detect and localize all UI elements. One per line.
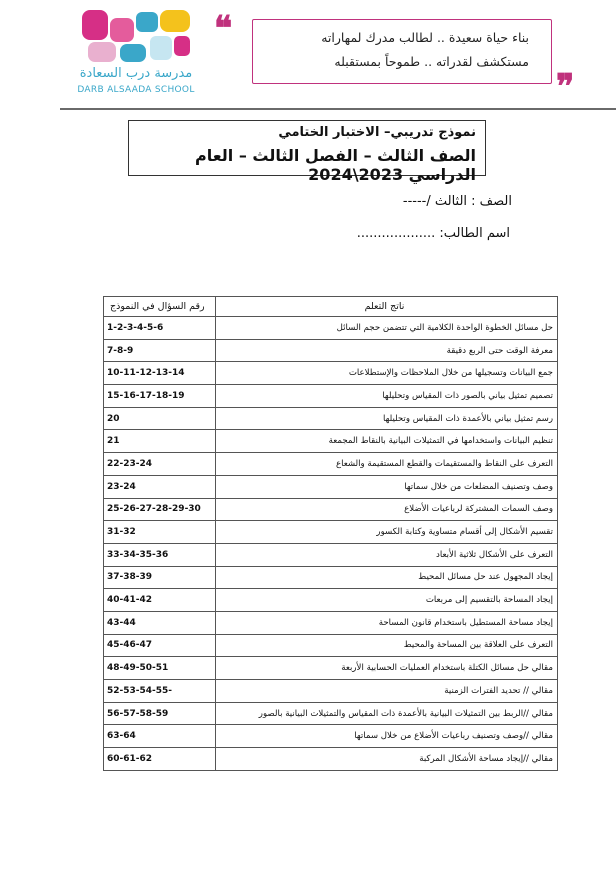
table-row: [104, 430, 558, 453]
question-numbers: 31-32: [104, 521, 216, 544]
table-row: [104, 498, 558, 521]
question-numbers: 20: [104, 407, 216, 430]
table-row: [104, 453, 558, 476]
question-numbers: 37-38-39: [104, 566, 216, 589]
learning-outcome: مقالي //إيجاد مساحة الأشكال المركبة: [216, 748, 558, 771]
school-name-arabic: مدرسة درب السعادة: [79, 66, 193, 81]
question-numbers: 10-11-12-13-14: [104, 362, 216, 385]
table-row: [104, 702, 558, 725]
quote-close-icon: ❞: [556, 67, 575, 107]
table-row: [104, 611, 558, 634]
learning-outcome: مقالي //وصف وتصنيف رباعيات الأضلاع من خلال سماتها: [216, 725, 558, 748]
column-header-outcome: ناتج التعلم: [216, 297, 558, 317]
table-row: [104, 362, 558, 385]
question-numbers: 45-46-47: [104, 634, 216, 657]
learning-outcome: حل مسائل الخطوة الواحدة الكلامية التي تتضمن حجم السائل: [216, 317, 558, 340]
question-numbers: 1-2-3-4-5-6: [104, 317, 216, 340]
learning-outcome: إيجاد المساحة بالتقسيم إلى مربعات: [216, 589, 558, 612]
question-numbers: 21: [104, 430, 216, 453]
table-row: [104, 725, 558, 748]
learning-outcome: وصف وتصنيف المضلعات من خلال سماتها: [216, 475, 558, 498]
table-row: [104, 589, 558, 612]
question-numbers: 23-24: [104, 475, 216, 498]
table-row: [104, 566, 558, 589]
learning-outcome: إيجاد مساحة المستطيل باستخدام قانون المساحة: [216, 611, 558, 634]
table-header-row: [104, 297, 558, 317]
table-row: [104, 475, 558, 498]
question-numbers: 33-34-35-36: [104, 543, 216, 566]
question-numbers: 52-53-54-55-: [104, 680, 216, 703]
table-row: [104, 317, 558, 340]
table-row: [104, 521, 558, 544]
exam-title: نموذج تدريبي– الاختبار الختامي: [278, 125, 476, 140]
table-row: [104, 657, 558, 680]
logo-tiles-icon: [80, 8, 194, 64]
question-numbers: 40-41-42: [104, 589, 216, 612]
learning-outcome: التعرف على النقاط والمستقيمات والقطع المستقيمة والشعاع: [216, 453, 558, 476]
table-row: [104, 543, 558, 566]
motto-line-2: مستكشف لقدراته .. طموحاً بمستقبله: [334, 54, 529, 69]
table-row: [104, 680, 558, 703]
table-row: [104, 634, 558, 657]
column-header-number: رقم السؤال في النموذج: [104, 297, 216, 317]
learning-outcome: التعرف على الأشكال ثلاثية الأبعاد: [216, 543, 558, 566]
school-logo: [74, 8, 198, 94]
exam-title-box: [128, 120, 486, 184]
learning-outcome: التعرف على العلاقة بين المساحة والمحيط: [216, 634, 558, 657]
header-divider: [60, 108, 616, 110]
motto-box: [252, 19, 552, 84]
question-numbers: 22-23-24: [104, 453, 216, 476]
question-numbers: 25-26-27-28-29-30: [104, 498, 216, 521]
learning-outcome: تقسيم الأشكال إلى أقسام متساوية وكتابة الكسور: [216, 521, 558, 544]
learning-outcome: مقالي // تحديد الفترات الزمنية: [216, 680, 558, 703]
learning-outcome: إيجاد المجهول عند حل مسائل المحيط: [216, 566, 558, 589]
table-row: [104, 339, 558, 362]
learning-outcome: معرفة الوقت حتى الربع دقيقة: [216, 339, 558, 362]
table-row: [104, 407, 558, 430]
outcomes-table: [103, 296, 558, 771]
question-numbers: 15-16-17-18-19: [104, 385, 216, 408]
school-name-english: DARB ALSAADA SCHOOL: [77, 85, 195, 95]
question-numbers: 7-8-9: [104, 339, 216, 362]
exam-subtitle: الصف الثالث – الفصل الثالث – العام الدراسي 2023\2024: [195, 146, 476, 184]
quote-open-icon: ❝: [214, 9, 233, 49]
class-field: الصف : الثالث /-----: [402, 194, 512, 209]
table-row: [104, 385, 558, 408]
student-name-field: اسم الطالب: ...................: [356, 226, 510, 241]
learning-outcome: جمع البيانات وتسجيلها من خلال الملاحظات والإستطلاعات: [216, 362, 558, 385]
learning-outcome: رسم تمثيل بياني بالأعمدة ذات المقياس وتحليلها: [216, 407, 558, 430]
learning-outcome: وصف السمات المشتركة لرباعيات الأضلاع: [216, 498, 558, 521]
question-numbers: 43-44: [104, 611, 216, 634]
learning-outcome: مقالي حل مسائل الكتلة باستخدام العمليات الحسابية الأربعة: [216, 657, 558, 680]
question-numbers: 63-64: [104, 725, 216, 748]
learning-outcome: تنظيم البيانات واستخدامها في التمثيلات البيانية بالنقاط المجمعة: [216, 430, 558, 453]
question-numbers: 56-57-58-59: [104, 702, 216, 725]
learning-outcome: مقالي //الربط بين التمثيلات البيانية بالأعمدة ذات المقياس والتمثيلات البيانية بالصور: [216, 702, 558, 725]
motto-line-1: بناء حياة سعيدة .. لطالب مدرك لمهاراته: [321, 30, 529, 45]
table-row: [104, 748, 558, 771]
question-numbers: 48-49-50-51: [104, 657, 216, 680]
learning-outcome: تصميم تمثيل بياني بالصور ذات المقياس وتحليلها: [216, 385, 558, 408]
question-numbers: 60-61-62: [104, 748, 216, 771]
